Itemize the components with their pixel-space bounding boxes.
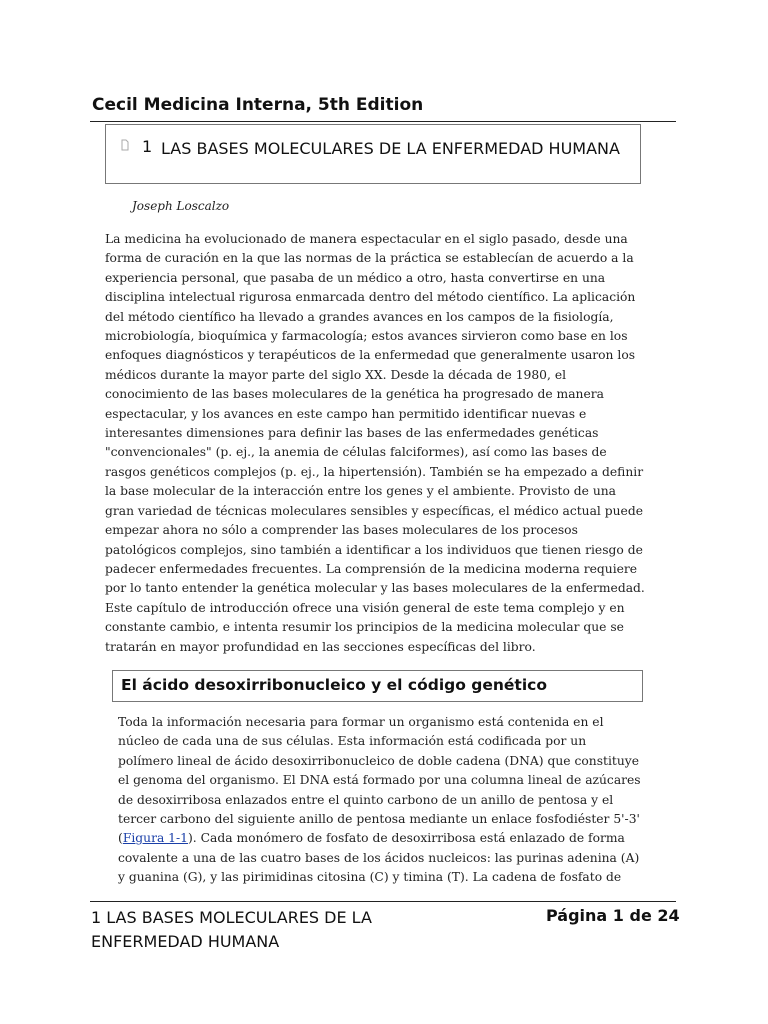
footer-divider bbox=[90, 901, 676, 902]
document-icon bbox=[120, 139, 130, 151]
header-divider bbox=[90, 121, 676, 122]
chapter-title: LAS BASES MOLECULARES DE LA ENFERMEDAD HUMANA bbox=[161, 139, 620, 158]
section-title: El ácido desoxirribonucleico y el código genético bbox=[121, 676, 547, 694]
section-paragraph bbox=[118, 713, 645, 888]
figure-link[interactable]: Figura 1-1 bbox=[122, 831, 188, 846]
chapter-title-box bbox=[105, 124, 641, 184]
document-header-title: Cecil Medicina Interna, 5th Edition bbox=[92, 95, 424, 115]
footer-chapter-title: 1 LAS BASES MOLECULARES DE LA ENFERMEDAD HUMANA bbox=[91, 908, 372, 951]
section-heading-box bbox=[112, 670, 643, 702]
section-text-part-2: ). Cada monómero de fosfato de desoxirribosa está enlazado de forma covalente a una de las cuatro bases de los ácidos nucleicos: las purinas adenina (A) y guanina (G), y las pirimidinas citosina (C) y timina (T). La cadena de fosfato de bbox=[118, 831, 640, 885]
author-name: Joseph Loscalzo bbox=[132, 199, 230, 213]
section-text-part-1: Toda la información necesaria para formar un organismo está contenida en el núcleo de cada una de sus células. Esta información está codificada por un polímero lineal de ácido desoxirribonucleico de doble cadena (DNA) que constituye el genoma del organismo. El DNA está formado por una columna lineal de azúcares de desoxirribosa enlazados entre el quinto carbono de un anillo de pentosa y el tercer carbono del siguiente anillo de pentosa mediante un enlace fosfodiéster 5'-3' ( bbox=[118, 715, 641, 846]
page-number: Página 1 de 24 bbox=[546, 906, 680, 925]
chapter-number: 1 bbox=[142, 137, 153, 156]
intro-paragraph: La medicina ha evolucionado de manera espectacular en el siglo pasado, desde una forma de curación en la que las normas de la práctica se establecían de acuerdo a la experiencia personal, que pasaba de un médico a otro, hasta convertirse en una disciplina intelectual rigurosa enmarcada dentro del método científico. La aplicación del método científico ha llevado a grandes avances en los campos de la fisiología, microbiología, bioquímica y farmacología; estos avances sirvieron como base en los enfoques diagnósticos y terapéuticos de la enfermedad que generalmente usaron los médicos durante la mayor parte del siglo XX. Desde la década de 1980, el conocimiento de las bases moleculares de la genética ha progresado de manera espectacular, y los avances en este campo han permitido identificar nuevas e interesantes dimensiones para definir las bases de las enfermedades genéticas "convencionales" (p. ej., la anemia de células falciformes), así como las bases de rasgos genéticos complejos (p. ej., la hipertensión). También se ha empezado a definir la base molecular de la interacción entre los genes y el ambiente. Provisto de una gran variedad de técnicas moleculares sensibles y específicas, el médico actual puede empezar ahora no sólo a comprender las bases moleculares de los procesos patológicos complejos, sino también a identificar a los individuos que tienen riesgo de padecer enfermedades frecuentes. La comprensión de la medicina moderna requiere por lo tanto entender la genética molecular y las bases moleculares de la enfermedad. Este capítulo de introducción ofrece una visión general de este tema complejo y en constante cambio, e intenta resumir los principios de la medicina molecular que se tratarán en mayor profundidad en las secciones específicas del libro. bbox=[105, 232, 645, 654]
